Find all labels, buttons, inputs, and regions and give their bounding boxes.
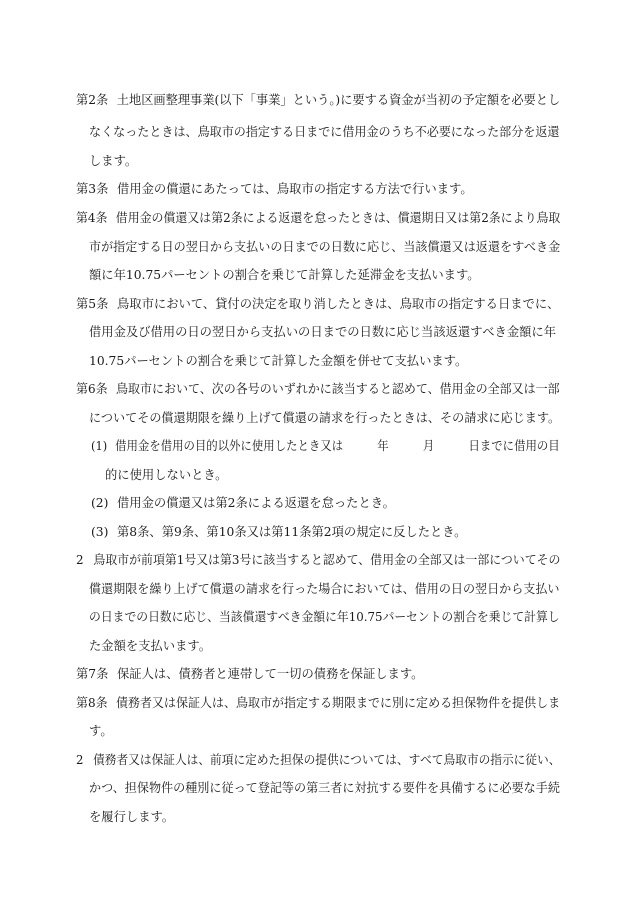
paragraph-text-line: 債務者又は保証人は、前項に定めた担保の提供については、すべて鳥取市の指示に従い、 <box>93 753 561 767</box>
paragraph-text-line: を履行します。 <box>89 810 175 824</box>
article-number: 第6条 <box>76 382 108 396</box>
item-text-line: 的に使用しないとき。 <box>105 468 228 482</box>
article-text-line: 借用金の償還又は第2条による返還を怠ったときは、償還期日又は第2条により鳥取 <box>115 211 561 225</box>
article-text-line: 借用金の償還にあたっては、鳥取市の指定する方法で行います。 <box>117 182 473 196</box>
article-text-line: 鳥取市において、次の各号のいずれかに該当すると認めて、借用金の全部又は一部 <box>116 382 560 396</box>
item-label: (3) <box>91 525 109 539</box>
item-text-line: 借用金を借用の目的以外に使用したとき又は 年 月 日までに借用の目 <box>115 439 560 453</box>
article-text-line: 借用金及び借用の日の翌日から支払いの日までの日数に応じ当該返還すべき金額に年 <box>89 325 557 339</box>
article-text-line: なくなったときは、鳥取市の指定する日までに借用金のうち不必要になった部分を返還 <box>89 125 560 139</box>
paragraph-number: 2 <box>76 553 84 567</box>
item-text-line: 第8条、第9条、第10条又は第11条第2項の規定に反したとき。 <box>117 525 467 539</box>
item-label: (2) <box>91 496 109 510</box>
article-text-line: 額に年10.75パーセントの割合を乗じて計算した延滞金を支払います。 <box>89 268 480 282</box>
article-text-line: 保証人は、債務者と連帯して一切の債務を保証します。 <box>117 667 424 681</box>
item-text-line: 借用金の償還又は第2条による返還を怠ったとき。 <box>117 496 395 510</box>
article-text-line: す。 <box>89 724 113 738</box>
paragraph-text-line: 償還期限を繰り上げて償還の請求を行った場合においては、借用の日の翌日から支払い <box>89 582 560 596</box>
article-number: 第5条 <box>76 297 109 311</box>
article-text-line: についてその償還期限を繰り上げて償還の請求を行ったときは、その請求に応じます。 <box>89 411 561 425</box>
article-number: 第3条 <box>76 182 109 196</box>
paragraph-text-line: た金額を支払います。 <box>89 639 211 653</box>
article-text-line: 市が指定する日の翌日から支払いの日までの日数に応じ、当該償還又は返還をすべき金 <box>89 240 561 254</box>
article-number: 第7条 <box>76 667 109 681</box>
paragraph-text-line: の日までの日数に応じ、当該償還すべき金額に年10.75パーセントの割合を乗じて計算し <box>89 610 560 624</box>
paragraph-text-line: 鳥取市が前項第1号又は第3号に該当すると認めて、借用金の全部又は一部についてその <box>93 553 561 567</box>
article-text-line: 鳥取市において、貸付の決定を取り消したときは、鳥取市の指定する日までに、 <box>117 297 560 311</box>
article-number: 第2条 <box>76 93 109 107</box>
article-text-line: します。 <box>89 154 138 168</box>
article-text-line: 10.75パーセントの割合を乗じて計算した金額を併せて支払います。 <box>89 354 468 368</box>
article-text-line: 債務者又は保証人は、鳥取市が指定する期限までに別に定める担保物件を提供しま <box>116 696 561 710</box>
article-number: 第4条 <box>76 211 108 225</box>
article-number: 第8条 <box>76 696 108 710</box>
paragraph-text-line: かつ、担保物件の種別に従って登記等の第三者に対抗する要件を具備するに必要な手続 <box>89 781 560 795</box>
article-text-line: 土地区画整理事業(以下「事業」という。)に要する資金が当初の予定額を必要とし <box>116 93 561 107</box>
paragraph-number: 2 <box>76 753 84 767</box>
item-label: (1) <box>91 439 108 453</box>
